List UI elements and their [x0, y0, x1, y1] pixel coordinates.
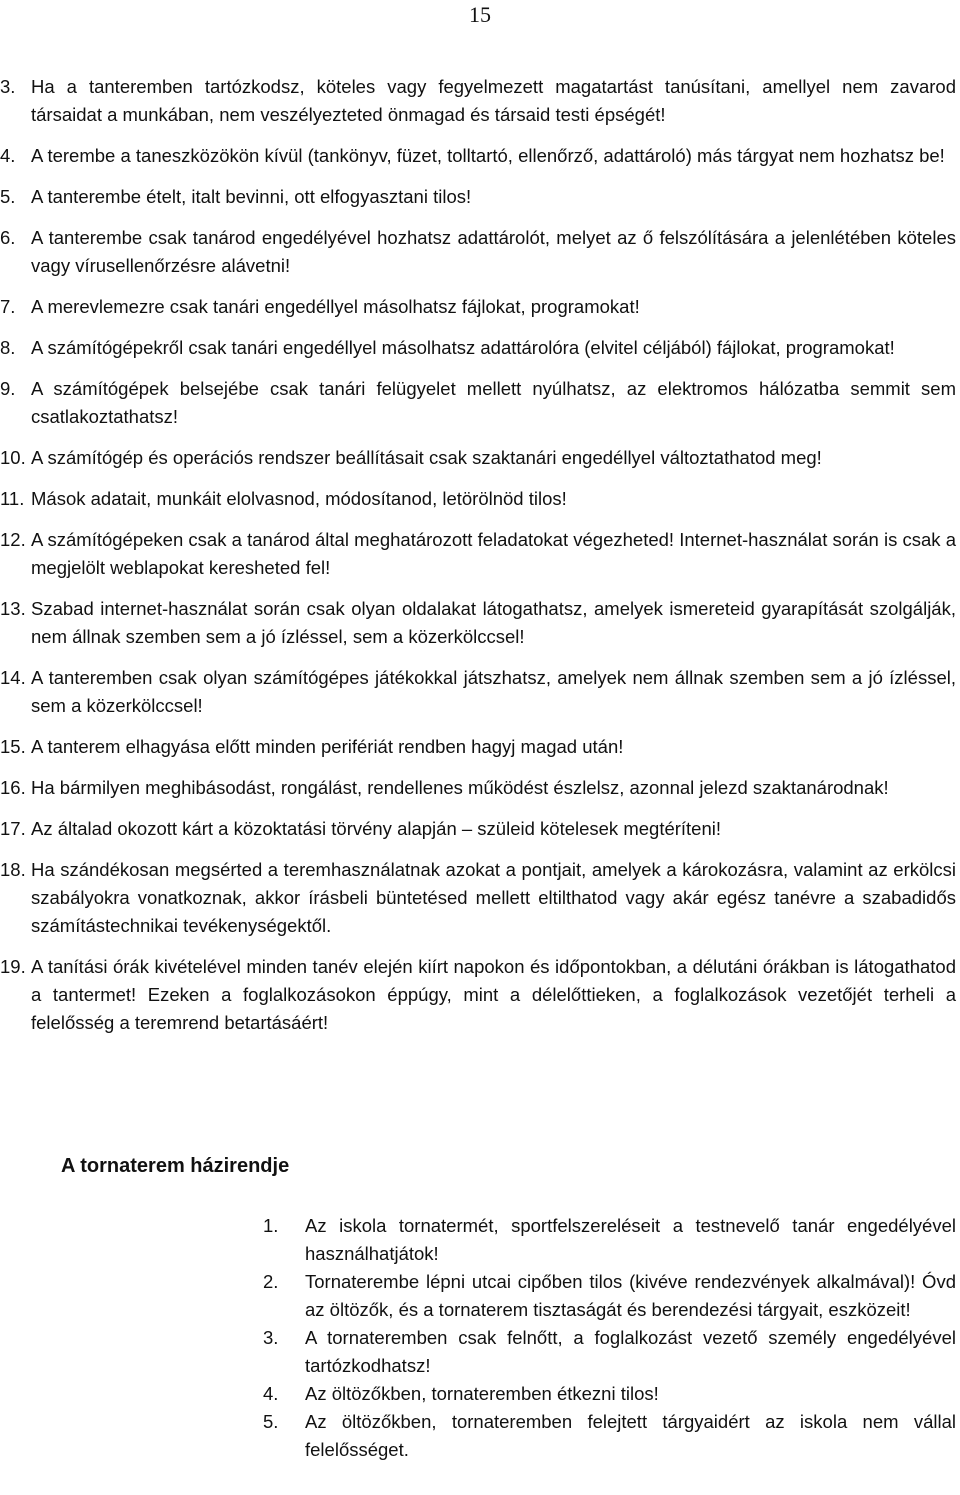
gym-rule-text: A tornateremben csak felnőtt, a foglalkozást vezető személy engedélyével tartózkodhatsz! [305, 1327, 956, 1376]
gym-rule-number: 5. [263, 1411, 279, 1432]
rule-item [0, 334, 960, 362]
rule-number: 9. [0, 378, 16, 399]
gym-rule-text: Tornaterembe lépni utcai cipőben tilos (kivéve rendezvények alkalmával)! Óvd az öltözők, és a tornaterem tisztaságát és berendezési tárgyait, eszközeit! [305, 1271, 956, 1320]
rule-text: Ha a tanteremben tartózkodsz, köteles vagy fegyelmezett magatartást tanúsítani, amellyel nem zavarod társaidat a munkában, nem veszélyezteted önmagad és társaid testi épségét! [31, 76, 956, 125]
rule-text: A tanterembe ételt, italt bevinni, ott elfogyasztani tilos! [31, 186, 472, 207]
rule-number: 5. [0, 186, 16, 207]
rule-text: Ha szándékosan megsérted a teremhasználatnak azokat a pontjait, amelyek a károkozásra, valamint az erkölcsi szabályokra vonatkoznak, akkor írásbeli büntetésed mellett eltilthatod vagy akár egész tanévre a szabadidős számítástechnikai tevékenységektől. [31, 859, 956, 936]
rule-text: Ha bármilyen meghibásodást, rongálást, rendellenes működést észlelsz, azonnal jelezd szaktanárodnak! [31, 777, 889, 798]
rule-item [0, 815, 960, 843]
rule-item [0, 595, 960, 651]
rule-item [0, 293, 960, 321]
rule-text: A tanterembe csak tanárod engedélyével hozhatsz adattárolót, melyet az ő felszólítására a jelenlétében köteles vagy vírusellenőrzésre alávetni! [31, 227, 956, 276]
rule-number: 14. [0, 667, 26, 688]
rule-item [0, 856, 960, 940]
rule-item [0, 444, 960, 472]
gym-rule-item [0, 1408, 960, 1464]
rule-number: 18. [0, 859, 26, 880]
rule-text: A számítógépek belsejébe csak tanári felügyelet mellett nyúlhatsz, az elektromos hálózatba semmit sem csatlakoztathatsz! [31, 378, 956, 427]
rule-text: A tanterem elhagyása előtt minden perifériát rendben hagyj magad után! [31, 736, 624, 757]
rule-item [0, 375, 960, 431]
rule-number: 6. [0, 227, 16, 248]
gym-rules-list [0, 1212, 960, 1464]
gym-rule-text: Az öltözőkben, tornateremben étkezni tilos! [305, 1383, 659, 1404]
rule-number: 4. [0, 145, 16, 166]
rule-text: A tanítási órák kivételével minden tanév elején kiírt napokon és időpontokban, a délutáni órákban is látogathatod a tantermet! Ezeken a foglalkozásokon éppúgy, mint a délelőttieken, a foglalkozások vezetőjét terheli a felelősség a teremrend betartásáért! [31, 956, 956, 1033]
rule-item [0, 224, 960, 280]
rule-number: 10. [0, 447, 26, 468]
rule-number: 12. [0, 529, 26, 550]
rule-text: A számítógépeken csak a tanárod által meghatározott feladatokat végezheted! Internet-használat során is csak a megjelölt weblapokat keresheted fel! [31, 529, 956, 578]
gym-rule-item [0, 1380, 960, 1408]
rule-item [0, 774, 960, 802]
rule-text: Az általad okozott kárt a közoktatási törvény alapján – szüleid kötelesek megtéríteni! [31, 818, 722, 839]
rule-number: 17. [0, 818, 26, 839]
rule-number: 19. [0, 956, 26, 977]
rule-text: A tanteremben csak olyan számítógépes játékokkal játszhatsz, amelyek nem állnak szemben sem a jó ízléssel, sem a közerkölccsel! [31, 667, 956, 716]
gym-rule-item [0, 1268, 960, 1324]
rule-text: A merevlemezre csak tanári engedéllyel másolhatsz fájlokat, programokat! [31, 296, 640, 317]
rule-item [0, 733, 960, 761]
rule-text: Szabad internet-használat során csak olyan oldalakat látogathatsz, amelyek ismereteid gyarapítását szolgálják, nem állnak szemben sem a jó ízléssel, sem a közerkölccsel! [31, 598, 956, 647]
rule-number: 11. [0, 488, 25, 509]
computer-room-rules-list [0, 73, 960, 1050]
gym-rule-number: 2. [263, 1271, 279, 1292]
rule-number: 16. [0, 777, 26, 798]
page-number: 15 [469, 2, 491, 27]
rule-number: 15. [0, 736, 26, 757]
rule-item [0, 953, 960, 1037]
rule-number: 13. [0, 598, 26, 619]
rule-text: A számítógép és operációs rendszer beállításait csak szaktanári engedéllyel változtathatod meg! [31, 447, 822, 468]
rule-item [0, 142, 960, 170]
gym-rule-number: 1. [263, 1215, 279, 1236]
rule-item [0, 526, 960, 582]
rule-number: 8. [0, 337, 16, 358]
section-title: A tornaterem házirendje [61, 1155, 290, 1177]
gym-rule-number: 3. [263, 1327, 279, 1348]
gym-rule-number: 4. [263, 1383, 279, 1404]
gym-rule-item [0, 1324, 960, 1380]
rule-item [0, 183, 960, 211]
rule-item [0, 73, 960, 129]
gym-rule-text: Az öltözőkben, tornateremben felejtett tárgyaidért az iskola nem vállal felelősséget. [305, 1411, 956, 1460]
rule-number: 3. [0, 76, 16, 97]
rule-number: 7. [0, 296, 16, 317]
rule-text: Mások adatait, munkáit elolvasnod, módosítanod, letörölnöd tilos! [31, 488, 567, 509]
gym-rule-text: Az iskola tornatermét, sportfelszereléseit a testnevelő tanár engedélyével használhatjátok! [305, 1215, 956, 1264]
rule-text: A számítógépekről csak tanári engedéllyel másolhatsz adattárolóra (elvitel céljából) fájlokat, programokat! [31, 337, 895, 358]
rule-text: A terembe a taneszközökön kívül (tankönyv, füzet, tolltartó, ellenőrző, adattároló) más tárgyat nem hozhatsz be! [31, 145, 945, 166]
gym-rule-item [0, 1212, 960, 1268]
rule-item [0, 485, 960, 513]
rule-item [0, 664, 960, 720]
